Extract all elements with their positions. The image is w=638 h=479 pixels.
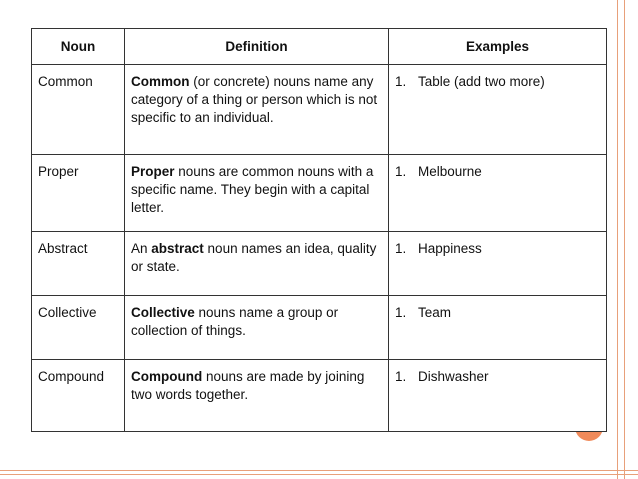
noun-cell: Common [32,65,125,155]
example-cell [389,65,607,155]
example-number: 1. [395,305,407,320]
decorative-frame-bottom [0,470,638,475]
definition-cell [125,65,389,155]
definition-term: abstract [151,241,204,256]
example-cell [389,296,607,360]
example-number: 1. [395,164,407,179]
noun-cell: Compound [32,360,125,432]
example-text: Table (add two more) [418,74,545,89]
example-number: 1. [395,241,407,256]
definition-term: Compound [131,369,203,384]
definition-cell [125,296,389,360]
decorative-frame-right [617,0,625,479]
example-cell [389,155,607,232]
example-text: Happiness [418,241,482,256]
definition-text: nouns are common nouns with a specific name. They begin with a capital letter. [131,164,374,215]
definition-term: Proper [131,164,175,179]
example-cell [389,232,607,296]
definition-cell [125,360,389,432]
noun-cell: Abstract [32,232,125,296]
table-row [32,232,607,296]
example-text: Dishwasher [418,369,489,384]
noun-cell: Proper [32,155,125,232]
definition-cell [125,232,389,296]
noun-types-table [31,28,607,432]
noun-cell: Collective [32,296,125,360]
table-row [32,296,607,360]
example-text: Melbourne [418,164,482,179]
example-number: 1. [395,369,407,384]
definition-text: nouns are made by joining two words together. [131,369,365,402]
definition-text: noun names an idea, quality or state. [131,241,377,274]
table-row [32,155,607,232]
definition-text: (or concrete) nouns name any category of a thing or person which is not specific to an individual. [131,74,378,125]
table-row [32,360,607,432]
definition-text: nouns name a group or collection of things. [131,305,339,338]
header-examples: Examples [389,29,607,65]
definition-prefix: An [131,241,152,256]
table-header-row [32,29,607,65]
definition-term: Collective [131,305,195,320]
definition-cell [125,155,389,232]
example-cell [389,360,607,432]
header-noun: Noun [32,29,125,65]
example-number: 1. [395,74,407,89]
header-definition: Definition [125,29,389,65]
table-row [32,65,607,155]
definition-term: Common [131,74,190,89]
example-text: Team [418,305,452,320]
